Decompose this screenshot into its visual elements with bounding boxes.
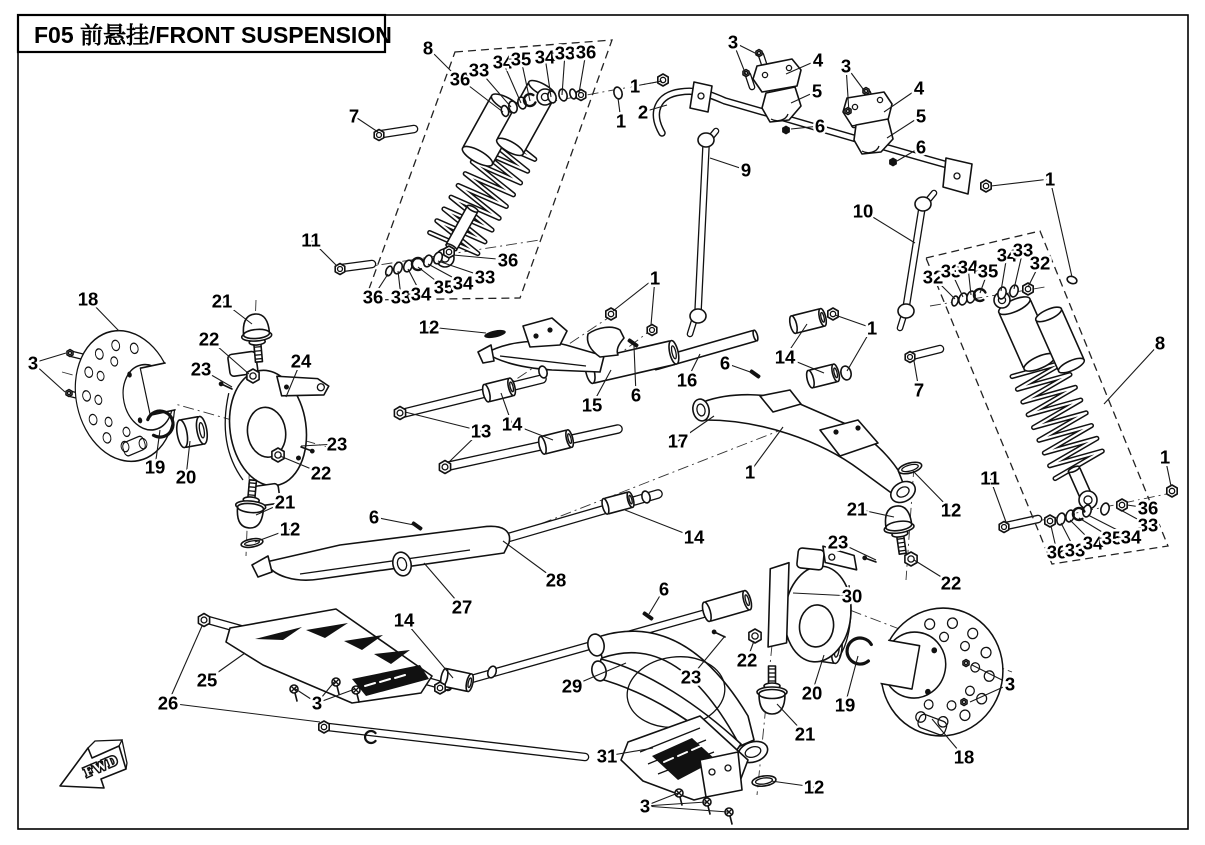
callout-6: 6 [630,384,642,406]
callout-33: 33 [474,266,496,288]
callout-33: 33 [1064,539,1086,561]
callout-27: 27 [451,596,473,618]
callout-36: 36 [497,249,519,271]
callout-3: 3 [727,31,739,53]
callout-34: 34 [410,283,432,305]
callout-8: 8 [422,37,434,59]
callout-5: 5 [811,80,823,102]
callout-21: 21 [794,723,816,745]
callout-23: 23 [326,433,348,455]
callout-35: 35 [1101,527,1123,549]
callout-36: 36 [362,286,384,308]
callout-23: 23 [190,358,212,380]
callout-33: 33 [940,260,962,282]
callout-11: 11 [980,467,1000,489]
callout-33: 33 [390,286,412,308]
callout-6: 6 [368,506,380,528]
callout-12: 12 [279,518,301,540]
bar-end-tab-right [943,158,972,194]
callout-16: 16 [676,369,698,391]
callout-7: 7 [348,105,360,127]
callout-9: 9 [740,159,752,181]
callout-3: 3 [639,795,651,817]
brake-disc-guard [64,320,192,471]
callout-32: 32 [1029,252,1051,274]
callout-34: 34 [534,46,556,68]
callout-22: 22 [198,328,220,350]
callout-24: 24 [290,350,312,372]
callout-19: 19 [834,694,856,716]
callout-4: 4 [812,49,824,71]
callout-22: 22 [310,462,332,484]
callout-15: 15 [581,394,603,416]
callout-19: 19 [144,456,166,478]
upper-arm-right [691,390,919,507]
callout-33: 33 [468,59,490,81]
upper-arm-left [478,318,624,372]
bar-end-tab-left [690,82,712,112]
callout-31: 31 [596,745,618,767]
callout-30: 30 [841,585,863,607]
callout-34: 34 [957,256,979,278]
callout-1: 1 [1044,168,1056,190]
callout-1: 1 [1159,446,1171,468]
callout-28: 28 [545,569,567,591]
callout-25: 25 [196,669,218,691]
callout-34: 34 [492,51,514,73]
ball-joint [881,504,917,556]
callout-18: 18 [953,746,975,768]
callout-12: 12 [803,776,825,798]
callout-36: 36 [449,68,471,90]
callout-14: 14 [393,609,415,631]
callout-6: 6 [915,136,927,158]
shock-mount-bracket [523,318,567,347]
callout-8: 8 [1154,332,1166,354]
callout-3: 3 [840,55,852,77]
callout-36: 36 [1046,541,1068,563]
callout-6: 6 [658,578,670,600]
callout-33: 33 [554,42,576,64]
callout-21: 21 [211,290,233,312]
callout-3: 3 [27,352,39,374]
callout-14: 14 [683,526,705,548]
callout-32: 32 [922,266,944,288]
callout-36: 36 [575,41,597,63]
brake-disc-guard [867,598,1016,746]
callout-12: 12 [940,499,962,521]
callout-14: 14 [501,413,523,435]
callout-34: 34 [996,244,1018,266]
callout-1: 1 [629,75,641,97]
callout-34: 34 [1082,532,1104,554]
callout-13: 13 [470,420,492,442]
callout-5: 5 [915,105,927,127]
callout-1: 1 [744,461,756,483]
callout-6: 6 [719,352,731,374]
callout-34: 34 [452,272,474,294]
callout-35: 35 [977,260,999,282]
callout-1: 1 [649,267,661,289]
steering-knuckle-left [215,342,344,510]
callout-20: 20 [801,682,823,704]
callout-10: 10 [852,200,874,222]
callout-11: 11 [301,229,321,251]
callout-1: 1 [615,110,627,132]
callout-7: 7 [913,379,925,401]
callout-3: 3 [311,692,323,714]
fwd-arrow [60,740,127,788]
skid-plate [621,716,748,800]
callout-34: 34 [1120,526,1142,548]
callout-29: 29 [561,675,583,697]
callout-20: 20 [175,466,197,488]
callout-4: 4 [913,77,925,99]
callout-23: 23 [827,531,849,553]
callout-22: 22 [940,572,962,594]
callout-12: 12 [418,316,440,338]
callout-2: 2 [637,101,649,123]
callout-3: 3 [1004,673,1016,695]
callout-35: 35 [510,48,532,70]
callout-35: 35 [433,276,455,298]
ball-joint [757,666,787,714]
callout-23: 23 [680,666,702,688]
callout-21: 21 [274,491,296,513]
callout-18: 18 [77,288,99,310]
callout-21: 21 [846,498,868,520]
callout-1: 1 [866,317,878,339]
callout-33: 33 [1137,514,1159,536]
callout-33: 33 [1012,239,1034,261]
page-title: F05 前悬挂/FRONT SUSPENSION [34,22,392,48]
callout-22: 22 [736,649,758,671]
callout-17: 17 [667,430,689,452]
bar-bushing-left [762,87,801,122]
callout-6: 6 [814,115,826,137]
callout-26: 26 [157,692,179,714]
callout-36: 36 [1137,497,1159,519]
fwd-label: FWD [82,752,121,781]
callout-14: 14 [774,346,796,368]
